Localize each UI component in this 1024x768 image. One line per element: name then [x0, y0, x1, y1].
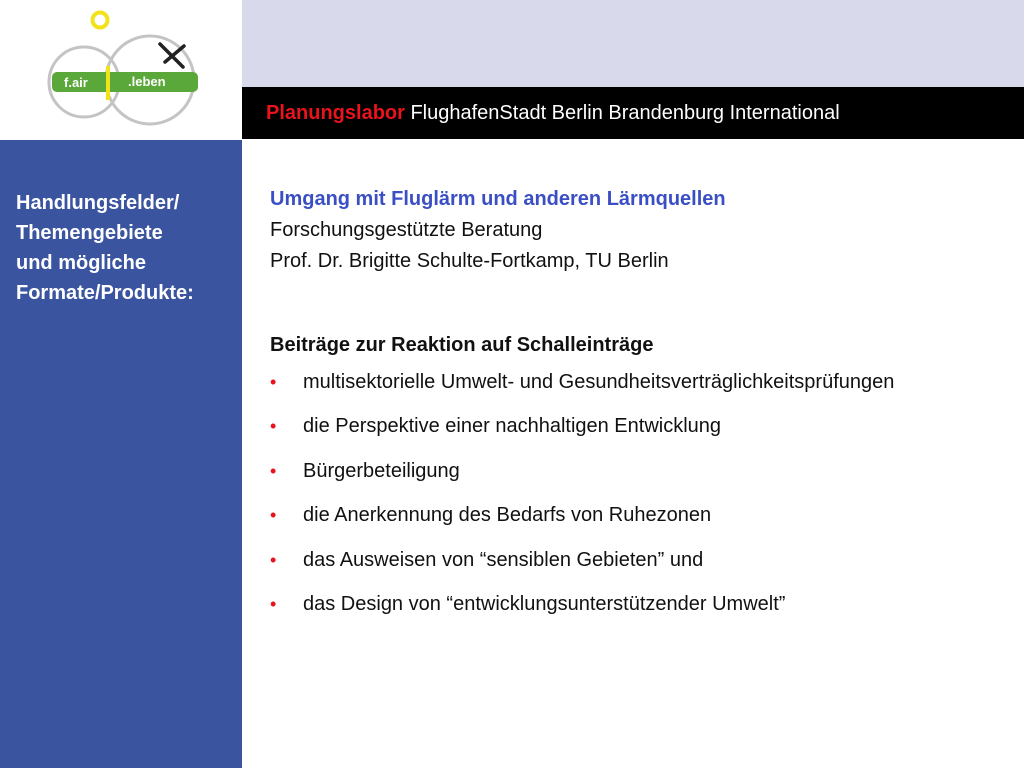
logo-text-leben: .leben: [128, 74, 166, 89]
list-item: [270, 456, 1000, 500]
list-item-text: multisektorielle Umwelt- und Gesundheitsverträglichkeitsprüfungen: [303, 371, 895, 393]
list-item-text: die Anerkennung des Bedarfs von Ruhezonen: [303, 504, 712, 527]
bullet-icon: •: [270, 416, 277, 437]
logo-text-fair: f.air: [64, 75, 88, 90]
title-rest: FlughafenStadt Berlin Brandenburg International: [410, 102, 840, 124]
list-item-text: die Perspektive einer nachhaltigen Entwicklung: [303, 415, 722, 438]
header-band: [242, 0, 1024, 87]
list-item-text: das Ausweisen von “sensiblen Gebieten” und: [303, 548, 704, 571]
bullet-icon: •: [270, 593, 277, 614]
list-item: [270, 589, 1000, 633]
content-subtitle: Forschungsgestützte Beratung: [270, 219, 543, 241]
bullet-icon: •: [270, 505, 277, 526]
list-item: [270, 500, 1000, 544]
sidebar-label: Handlungsfelder/ Themengebiete und mögliche Formate/Produkte:: [16, 192, 194, 304]
list-item-text: das Design von “entwicklungsunterstützender Umwelt”: [303, 592, 786, 615]
bullet-icon: •: [270, 372, 277, 392]
list-item: [270, 545, 1000, 589]
list-item-text: Bürgerbeteiligung: [303, 459, 460, 482]
page-title-bar: [242, 87, 1024, 139]
section-heading: Beiträge zur Reaktion auf Schalleinträge: [270, 334, 654, 356]
main-content: [270, 184, 1000, 633]
logo: [0, 0, 242, 140]
title-accent: Planungslabor: [266, 102, 405, 124]
fair-leben-logo-icon: [0, 0, 242, 140]
bullet-list: [270, 367, 1000, 633]
content-heading: Umgang mit Fluglärm und anderen Lärmquellen: [270, 188, 726, 210]
content-author: Prof. Dr. Brigitte Schulte-Fortkamp, TU Berlin: [270, 250, 669, 272]
bullet-icon: •: [270, 460, 277, 481]
list-item: [270, 367, 1000, 411]
list-item: [270, 411, 1000, 455]
sidebar: [0, 140, 242, 768]
bullet-icon: •: [270, 549, 277, 570]
